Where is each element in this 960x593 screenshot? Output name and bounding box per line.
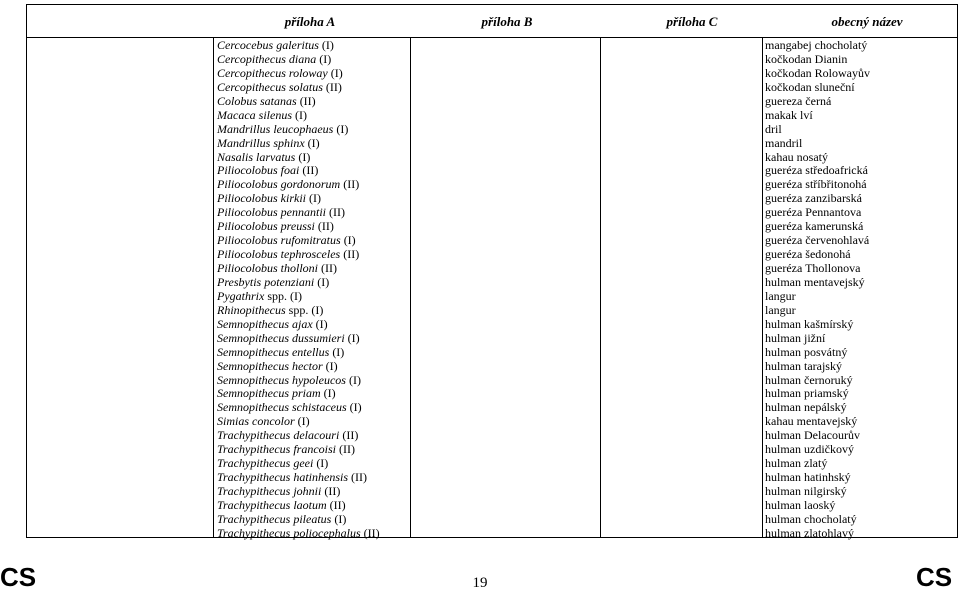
common-name: gueréza středoafrická	[765, 163, 868, 178]
species-row	[217, 387, 380, 401]
species-row	[217, 95, 380, 109]
appendix-marker: (I)	[333, 121, 349, 136]
species-row	[217, 206, 380, 220]
common-name: hulman nepálský	[765, 400, 847, 415]
appendix-marker: (I)	[322, 358, 338, 373]
common-name: langur	[765, 302, 796, 317]
appendix-marker: (I)	[316, 51, 332, 66]
common-name: guereza černá	[765, 93, 832, 108]
common-name: hulman posvátný	[765, 344, 848, 359]
appendix-marker: (I)	[331, 511, 347, 526]
species-row	[217, 276, 380, 290]
species-name: Macaca silenus	[217, 107, 292, 122]
species-name: Trachypithecus hatinhensis	[217, 470, 348, 485]
appendix-marker: (II)	[314, 219, 334, 234]
species-row	[217, 401, 380, 415]
header-common-name: obecný název	[831, 14, 903, 29]
page-number: 19	[472, 575, 488, 591]
species-name: Nasalis larvatus	[217, 149, 296, 164]
common-name: hulman mentavejský	[765, 274, 865, 289]
column-divider-d	[762, 37, 763, 537]
species-row	[217, 485, 380, 499]
common-name: gueréza kamerunská	[765, 219, 864, 234]
species-row	[217, 346, 380, 360]
species-row	[217, 137, 380, 151]
species-row	[217, 192, 380, 206]
species-name: Piliocolobus pennantii	[217, 205, 326, 220]
species-row	[217, 234, 380, 248]
appendix-marker: (I)	[318, 38, 334, 52]
species-row	[217, 374, 380, 388]
common-name: hulman černoruký	[765, 372, 853, 387]
appendix-marker: (II)	[296, 93, 316, 108]
species-row	[217, 429, 380, 443]
common-name: gueréza stříbřitonohá	[765, 177, 867, 192]
species-row	[217, 151, 380, 165]
common-name: hulman zlatohlavý	[765, 525, 854, 540]
species-row	[217, 290, 380, 304]
common-name: hulman uzdičkový	[765, 442, 854, 457]
common-name: kahau nosatý	[765, 149, 828, 164]
species-name: Piliocolobus kirkii	[217, 191, 306, 206]
common-name: hulman hatinhský	[765, 470, 851, 485]
species-name: Semnopithecus priam	[217, 386, 321, 401]
species-name: Semnopithecus dussumieri	[217, 330, 345, 345]
common-name: hulman laoský	[765, 497, 836, 512]
common-name: gueréza Thollonova	[765, 261, 861, 275]
species-row	[217, 109, 380, 123]
species-row	[217, 220, 380, 234]
appendix-marker: (I)	[329, 344, 345, 359]
common-name: hulman tarajský	[765, 358, 842, 373]
species-name: Piliocolobus tholloni	[217, 261, 318, 275]
species-row	[217, 178, 380, 192]
common-name: gueréza šedonohá	[765, 247, 851, 262]
common-name: hulman jižní	[765, 330, 826, 345]
appendix-marker: (II)	[299, 163, 319, 178]
appendix-marker: (I)	[306, 191, 321, 206]
appendix-marker: (I)	[291, 107, 307, 122]
appendix-marker: (II)	[360, 525, 380, 540]
species-name: Piliocolobus gordonorum	[217, 177, 341, 192]
species-name: Presbytis potenziani	[217, 274, 315, 289]
species-name: Semnopithecus ajax	[217, 316, 313, 331]
species-name: Mandrillus leucophaeus	[217, 121, 334, 136]
common-name-column	[765, 39, 955, 541]
species-name: Semnopithecus hypoleucos	[217, 372, 346, 387]
species-row	[217, 457, 380, 471]
species-name: Trachypithecus johnii	[217, 484, 322, 498]
appendix-marker: (I)	[344, 330, 360, 345]
species-name: Cercopithecus solatus	[217, 79, 323, 94]
column-divider-a	[213, 37, 214, 537]
species-row	[217, 513, 380, 527]
appendix-a-column	[217, 39, 380, 541]
species-row	[217, 53, 380, 67]
species-name: Cercopithecus roloway	[217, 65, 328, 80]
cites-table	[26, 4, 958, 538]
common-name: hulman chocholatý	[765, 511, 857, 526]
species-name: Cercopithecus diana	[217, 51, 317, 66]
species-name: Semnopithecus schistaceus	[217, 400, 347, 415]
common-name: hulman kašmírský	[765, 316, 854, 331]
appendix-marker: (I)	[294, 414, 310, 429]
column-divider-c	[600, 37, 601, 537]
appendix-marker: (I)	[313, 456, 329, 471]
appendix-marker: (I)	[345, 372, 361, 387]
common-name: gueréza Pennantova	[765, 205, 862, 220]
species-name: Trachypithecus pileatus	[217, 511, 332, 526]
cs-logo-left: CS	[0, 562, 37, 592]
species-name: Simias concolor	[217, 414, 295, 429]
species-row	[217, 415, 380, 429]
header-appendix-c: příloha C	[666, 14, 718, 29]
appendix-marker: (I)	[346, 400, 362, 415]
species-name: Cercocebus galeritus	[217, 38, 319, 52]
appendix-marker: (I)	[340, 233, 356, 248]
species-row	[217, 471, 380, 485]
appendix-marker: (II)	[340, 247, 360, 262]
common-name: mangabej chocholatý	[765, 38, 868, 52]
species-name: Piliocolobus rufomitratus	[217, 233, 341, 248]
common-name: langur	[765, 288, 796, 303]
common-name: gueréza červenohlavá	[765, 233, 870, 248]
species-row	[217, 332, 380, 346]
common-name: kočkodan Dianin	[765, 51, 848, 66]
species-name: Mandrillus sphinx	[217, 135, 305, 150]
appendix-marker: (II)	[321, 484, 341, 498]
appendix-marker: (II)	[318, 261, 337, 275]
appendix-marker: (I)	[327, 65, 343, 80]
species-row	[217, 262, 380, 276]
species-name: Trachypithecus laotum	[217, 497, 327, 512]
species-row	[217, 67, 380, 81]
species-name: Rhinopithecus	[217, 302, 286, 317]
appendix-marker: (II)	[336, 442, 355, 457]
appendix-marker: spp. (I)	[264, 288, 302, 303]
common-name: hulman zlatý	[765, 456, 828, 471]
common-name: kočkodan Rolowayův	[765, 65, 870, 80]
species-row	[217, 164, 380, 178]
common-name: mandril	[765, 135, 803, 150]
appendix-marker: (II)	[322, 79, 342, 94]
appendix-marker: (II)	[326, 205, 345, 220]
species-row	[217, 527, 380, 541]
species-row	[217, 360, 380, 374]
species-name: Piliocolobus preussi	[217, 219, 315, 234]
appendix-marker: (I)	[312, 316, 328, 331]
species-name: Piliocolobus tephrosceles	[217, 247, 341, 262]
common-name: gueréza zanzibarská	[765, 191, 862, 206]
header-appendix-a: příloha A	[284, 14, 336, 29]
common-name: kočkodan sluneční	[765, 79, 855, 94]
header-appendix-b: příloha B	[481, 14, 533, 29]
species-row	[217, 443, 380, 457]
species-row	[217, 304, 380, 318]
common-name: kahau mentavejský	[765, 414, 858, 429]
appendix-marker: (II)	[339, 428, 359, 443]
species-name: Trachypithecus poliocephalus	[217, 525, 361, 540]
species-name: Colobus satanas	[217, 93, 297, 108]
species-name: Piliocolobus foai	[217, 163, 300, 178]
appendix-marker: (II)	[348, 470, 367, 485]
common-name: makak lví	[765, 107, 813, 122]
species-row	[217, 81, 380, 95]
species-row	[217, 39, 380, 53]
species-row	[217, 499, 380, 513]
species-name: Pygathrix	[217, 288, 265, 303]
species-name: Trachypithecus delacouri	[217, 428, 340, 443]
species-name: Trachypithecus geei	[217, 456, 314, 471]
common-name: hulman nilgirský	[765, 484, 847, 498]
species-row	[217, 123, 380, 137]
appendix-marker: (I)	[295, 149, 311, 164]
species-row	[217, 318, 380, 332]
common-name: hulman Delacourův	[765, 428, 860, 443]
species-name: Trachypithecus francoisi	[217, 442, 336, 457]
cs-logo-right: CS	[916, 562, 953, 592]
species-name: Semnopithecus entellus	[217, 344, 330, 359]
column-divider-b	[410, 37, 411, 537]
appendix-marker: (I)	[304, 135, 320, 150]
species-name: Semnopithecus hector	[217, 358, 323, 373]
species-row	[217, 248, 380, 262]
appendix-marker: (I)	[320, 386, 336, 401]
appendix-marker: (II)	[340, 177, 360, 192]
appendix-marker: (I)	[314, 274, 330, 289]
appendix-marker: (II)	[326, 497, 346, 512]
common-name: dril	[765, 121, 782, 136]
appendix-marker: spp. (I)	[285, 302, 324, 317]
common-name: hulman priamský	[765, 386, 849, 401]
